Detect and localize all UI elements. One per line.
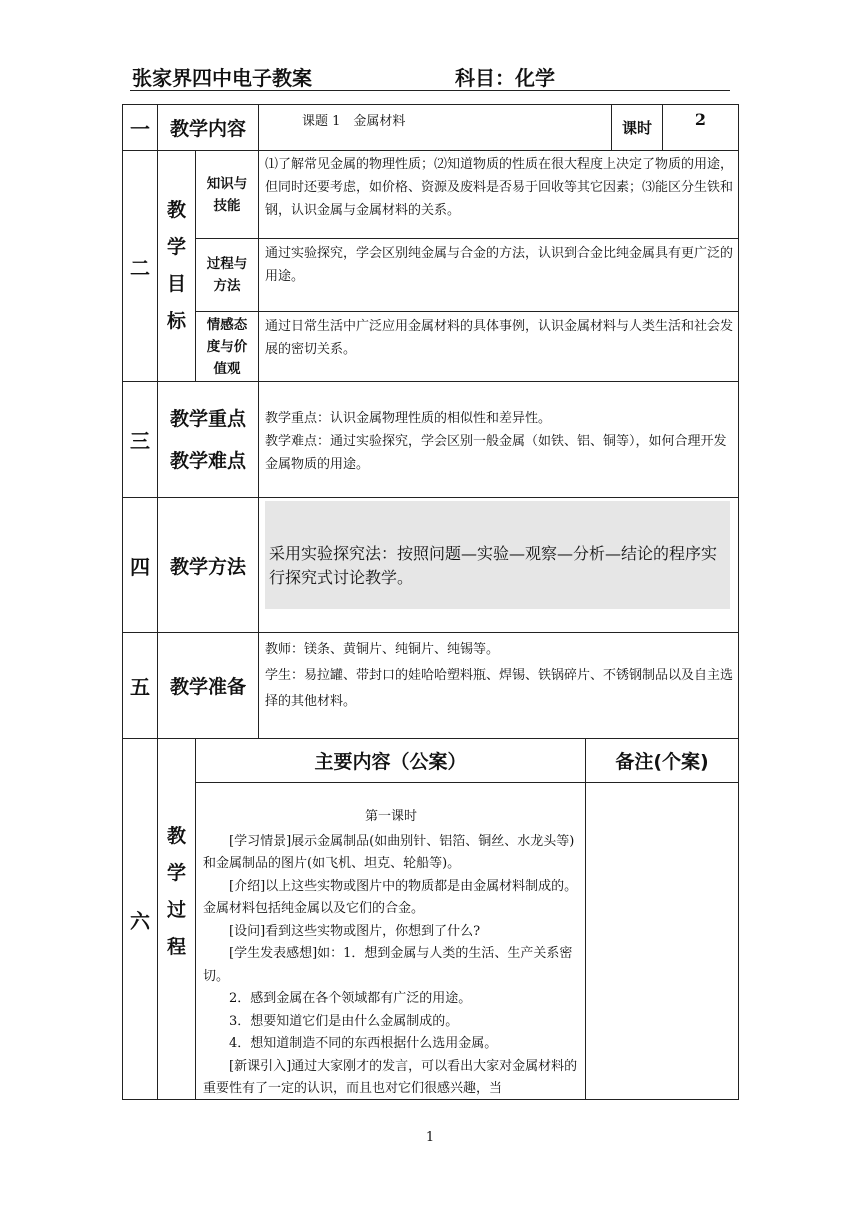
subject-label: 科目：化学 [455, 66, 555, 90]
row-number-2: 二 [130, 255, 150, 280]
emotion-values-text: 通过日常生活中广泛应用金属材料的具体事例，认识金属材料与人类生活和社会发展的密切关系。 [265, 319, 734, 357]
notes-header: 备注(个案) [615, 751, 709, 773]
period-label: 课时 [621, 119, 652, 137]
process-method-text: 通过实验探究，学会区别纯金属与合金的方法，认识到合金比纯金属具有更广泛的用途。 [265, 246, 734, 284]
process-paragraph: 2．感到金属在各个领域都有广泛的用途。 [229, 991, 472, 1006]
teaching-method-text: 采用实验探究法：按照问题—实验—观察—分析—结论的程序实行探究式讨论教学。 [265, 501, 730, 609]
lesson-title: 第一课时 [364, 809, 417, 824]
teaching-process-content [203, 806, 579, 1101]
row-number-1: 一 [130, 117, 150, 141]
key-point-text: 教学重点：认识金属物理性质的相似性和差异性。 [265, 411, 552, 426]
row-number-4: 四 [130, 554, 150, 579]
process-paragraph: [学生发表感想]如：1．想到金属与人类的生活、生产关系密切。 [203, 946, 573, 984]
student-materials: 学生：易拉罐、带封口的娃哈哈塑料瓶、焊锡、铁锅碎片、不锈钢制品以及自主选择的其他材料。 [265, 668, 734, 709]
process-paragraph: [新课引入]通过大家刚才的发言，可以看出大家对金属材料的重要性有了一定的认识，而且也对它们很感兴趣，当 [203, 1058, 578, 1096]
process-paragraph: [介绍]以上这些实物或图片中的物质都是由金属材料制成的。金属材料包括纯金属以及它们的合金。 [203, 878, 578, 916]
knowledge-skills-label: 知识与 技能 [206, 175, 248, 214]
period-value: 2 [694, 110, 707, 129]
process-paragraph: 3．想要知道它们是由什么金属制成的。 [229, 1013, 459, 1029]
key-difficult-points-label: 教学重点 教学难点 [169, 407, 246, 472]
teaching-content-label: 教学内容 [169, 118, 246, 140]
page-header [130, 62, 730, 91]
emotion-values-label: 情感态 度与价 值观 [206, 316, 248, 377]
process-paragraph: [学习情景]展示金属制品(如曲别针、铝箔、铜丝、水龙头等)和金属制品的图片(如飞机、坦克、轮船等)。 [203, 833, 575, 871]
teaching-objectives-label: 教 学 目 标 [166, 199, 186, 332]
lesson-topic: 课题 1 金属材料 [302, 114, 406, 129]
page-number: 1 [425, 1130, 435, 1145]
teacher-materials: 教师：镁条、黄铜片、纯铜片、纯锡等。 [265, 642, 500, 657]
process-method-label: 过程与 方法 [206, 256, 248, 294]
difficulty-text: 教学难点：通过实验探究，学会区别一般金属（如铁、铝、铜等），如何合理开发金属物质的用途。 [265, 434, 727, 472]
knowledge-skills-text: ⑴了解常见金属的物理性质；⑵知道物质的性质在很大程度上决定了物质的用途，但同时还要考虑，如价格、资源及废料是否易于回收等其它因素；⑶能区分生铁和钢，认识金属与金属材料的关系。 [265, 157, 734, 218]
teaching-preparation-label: 教学准备 [169, 676, 246, 698]
row-number-6: 六 [130, 908, 150, 933]
process-paragraph: [设问]看到这些实物或图片，你想到了什么? [229, 923, 481, 939]
teaching-process-label: 教 学 过 程 [166, 824, 186, 958]
row-number-3: 三 [130, 429, 150, 453]
main-content-header: 主要内容（公案） [314, 751, 467, 773]
school-name: 张家界四中电子教案 [132, 66, 312, 90]
process-paragraph: 4．想知道制造不同的东西根据什么选用金属。 [229, 1036, 498, 1051]
teaching-method-label: 教学方法 [169, 555, 246, 578]
row-number-5: 五 [130, 675, 150, 699]
